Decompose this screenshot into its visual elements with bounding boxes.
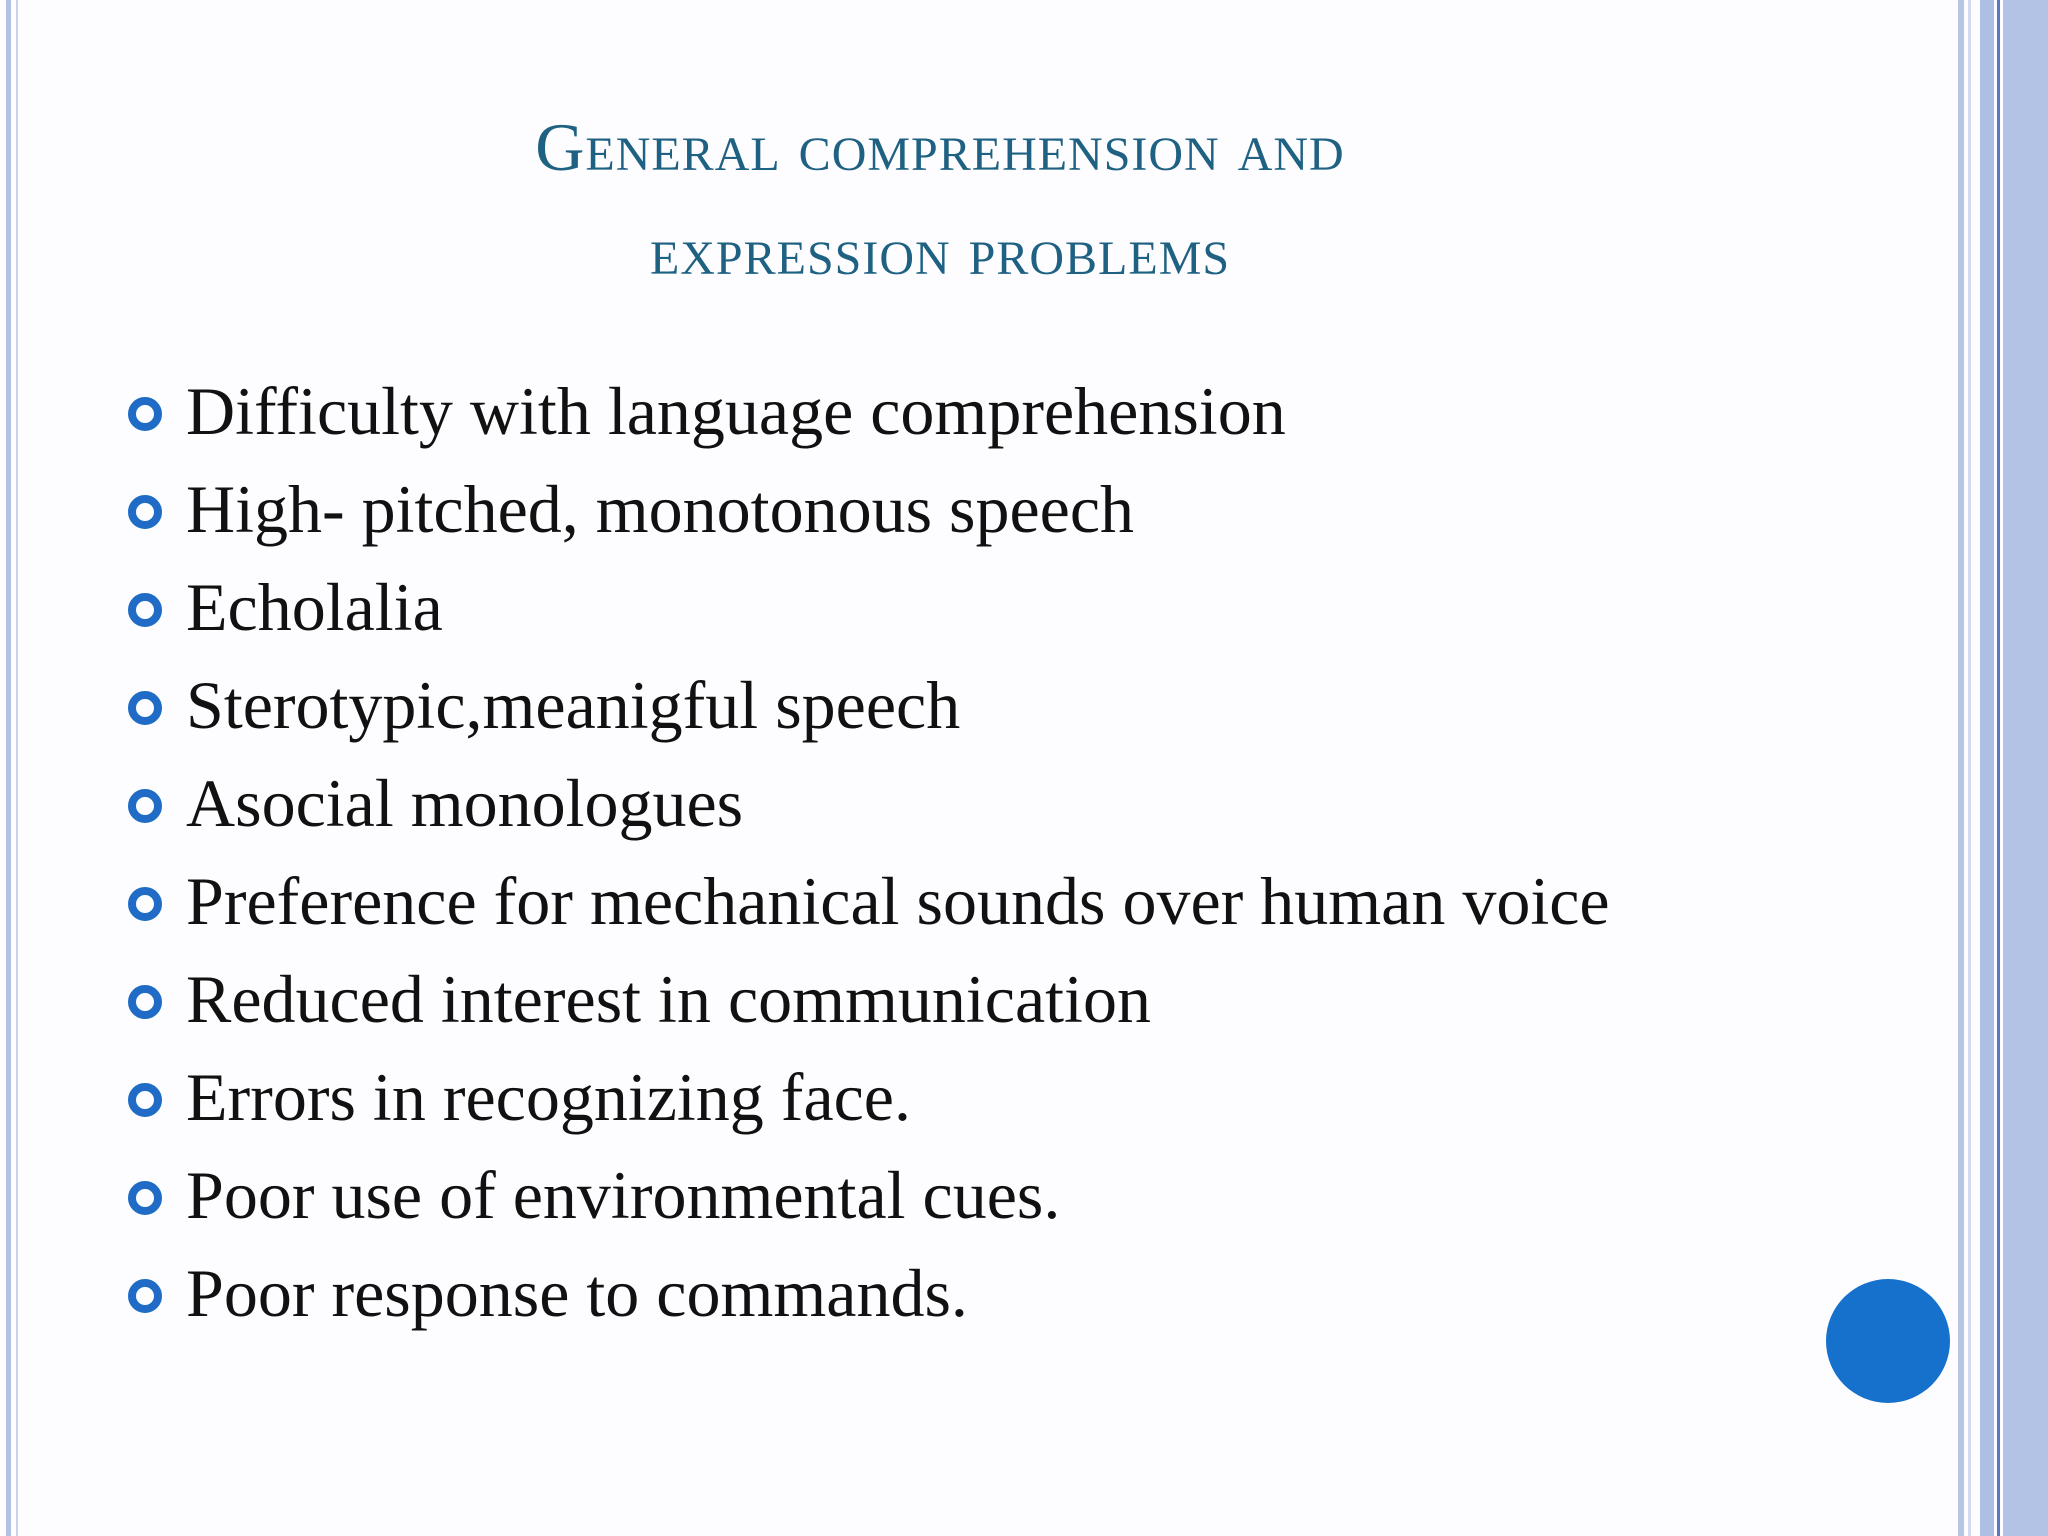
bullet-circle-icon: [128, 887, 162, 921]
bullet-text: Asocial monologues: [186, 765, 744, 841]
bullet-text: Poor response to commands.: [186, 1255, 968, 1331]
bullet-circle-icon: [128, 985, 162, 1019]
slide-title-line-1: General comprehension and: [535, 109, 1345, 185]
bullet-item: [0, 1154, 1760, 1236]
bullet-circle-icon: [128, 1279, 162, 1313]
right-border-line: [1958, 0, 1964, 1536]
bullet-circle-icon: [128, 691, 162, 725]
bullet-text: Reduced interest in communication: [186, 961, 1151, 1037]
right-border-line: [1997, 0, 2000, 1536]
slide-title-line-2: expression problems: [649, 213, 1231, 289]
bullet-item: [0, 664, 1760, 746]
bullet-text: High- pitched, monotonous speech: [186, 471, 1135, 547]
bullet-item: [0, 468, 1760, 550]
slide-title: [260, 95, 1620, 303]
bullet-item: [0, 958, 1760, 1040]
bullet-text: Echolalia: [186, 569, 443, 645]
bullet-text: Difficulty with language comprehension: [186, 373, 1286, 449]
bullet-item: [0, 370, 1760, 452]
bullet-circle-icon: [128, 1181, 162, 1215]
navigation-dot-button[interactable]: [1826, 1279, 1950, 1403]
bullet-item: [0, 762, 1760, 844]
bullet-text: Errors in recognizing face.: [186, 1059, 911, 1135]
bullet-text: Poor use of environmental cues.: [186, 1157, 1061, 1233]
right-border-line: [1968, 0, 1971, 1536]
bullet-text: Sterotypic,meanigful speech: [186, 667, 961, 743]
bullet-item: [0, 1252, 1760, 1334]
bullet-circle-icon: [128, 397, 162, 431]
bullet-circle-icon: [128, 495, 162, 529]
right-border-line: [1980, 0, 1994, 1536]
bullet-item: [0, 1056, 1760, 1138]
bullet-circle-icon: [128, 1083, 162, 1117]
bullet-item: [0, 566, 1760, 648]
bullet-list: [0, 370, 1760, 1350]
bullet-text: Preference for mechanical sounds over human voice: [186, 863, 1610, 939]
bullet-circle-icon: [128, 593, 162, 627]
bullet-circle-icon: [128, 789, 162, 823]
right-border-band: [2003, 0, 2048, 1536]
bullet-item: [0, 860, 1760, 942]
